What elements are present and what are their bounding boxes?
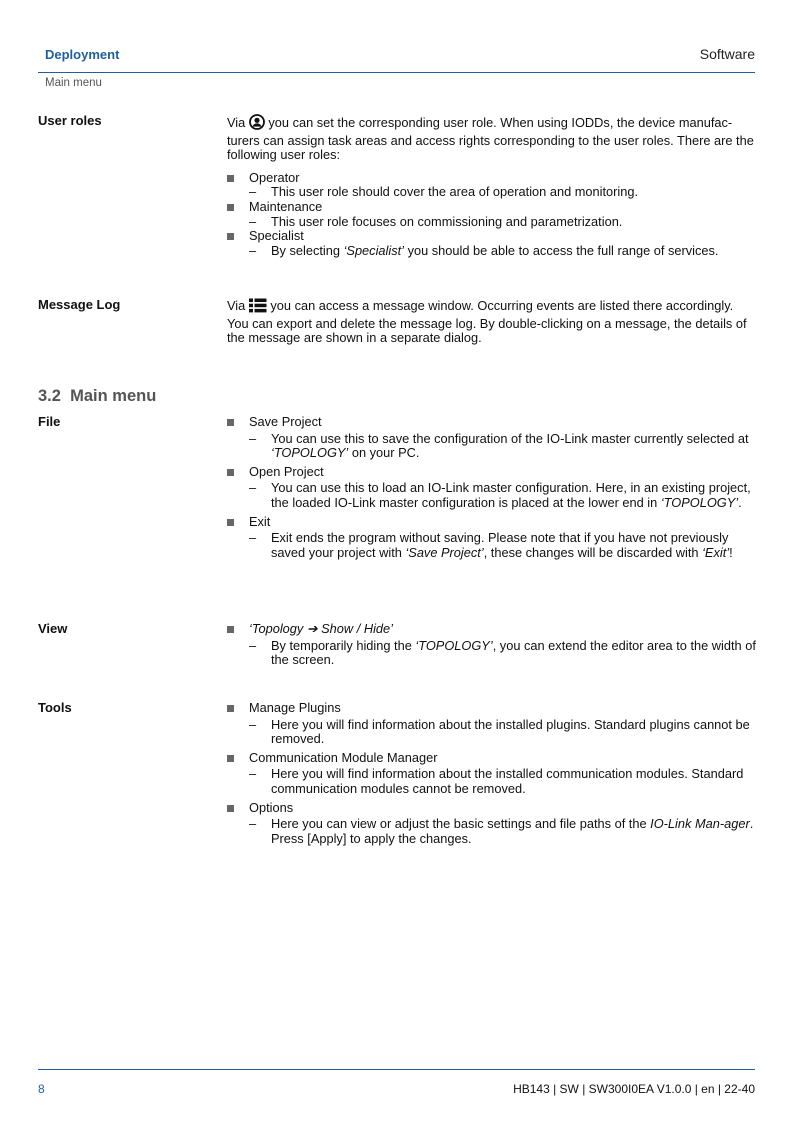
message-log-text (227, 298, 757, 346)
role-name: Specialist (249, 228, 304, 244)
menu-item-desc-post: on your PC. (351, 445, 420, 461)
list-item (227, 622, 757, 637)
menu-item-name: Exit (249, 513, 271, 529)
menu-item-desc-post: . (738, 494, 742, 510)
menu-item-desc-em: ‘TOPOLOGY’ (660, 494, 739, 510)
page-number: 8 (38, 1082, 45, 1096)
section-number: 3.2 (38, 387, 61, 405)
bullet-square (227, 233, 234, 240)
list-item (227, 751, 757, 766)
list-icon (249, 298, 267, 317)
role-desc-post: you should be able to access the full range of services. (407, 242, 719, 258)
bullet-square (227, 705, 234, 712)
tool-desc: Here you will find information about the installed plugins. Standard plugins cannot be removed. (271, 716, 750, 747)
list-subitem: – This user role should cover the area of operation and monitoring. (249, 184, 639, 200)
header-section: Deployment (45, 47, 120, 62)
tools-body (227, 701, 757, 846)
role-name: Maintenance (249, 198, 323, 214)
view-label: View (38, 621, 68, 636)
bullet-square (227, 419, 234, 426)
tools-label: Tools (38, 700, 72, 715)
list-item (227, 171, 757, 186)
menu-item-name: Save Project (249, 414, 322, 429)
footer-rule (38, 1069, 755, 1070)
message-log-via: Via (227, 298, 246, 313)
section-heading (38, 389, 156, 404)
role-desc: This user role should cover the area of operation and monitoring. (271, 184, 639, 200)
list-item (227, 200, 757, 215)
message-log-desc: you can access a message window. Occurring events are listed there accordingly. You can export and delete the message log. By double-clicking on a message, the details of the message are shown in a separate dialog. (227, 298, 747, 346)
bullet-square (227, 755, 234, 762)
header-rule (38, 72, 755, 73)
menu-item-desc-em2: ‘Exit’ (702, 544, 730, 560)
list-item (227, 801, 757, 816)
list-item (227, 465, 757, 480)
file-label: File (38, 414, 61, 429)
menu-item-name: Open Project (249, 463, 324, 479)
file-body (227, 415, 757, 560)
bullet-square (227, 626, 234, 633)
tool-desc-post: . Press [Apply] to apply the changes. (271, 816, 754, 846)
role-desc: By selecting (271, 242, 340, 258)
list-subitem: – Exit ends the program without saving. Please note that if you have not previously saved your project with ‘Save Project’, these changes will be discarded with ‘Exit’! (249, 530, 733, 560)
tool-desc-em: IO-Link Man-ager (650, 816, 750, 832)
list-subitem: – Here you can view or adjust the basic settings and file paths of the IO-Link Man-ager. Press [Apply] to apply the changes. (249, 816, 754, 846)
list-subitem: – By temporarily hiding the ‘TOPOLOGY’, you can extend the editor area to the width of the screen. (249, 637, 756, 668)
list-subitem: – Here you will find information about the installed plugins. Standard plugins cannot be removed. (249, 716, 750, 747)
tool-name: Options (249, 799, 294, 815)
document-reference: HB143 | SW | SW300I0EA V1.0.0 | en | 22-40 (513, 1082, 755, 1096)
tool-desc: Here you can view or adjust the basic settings and file paths of the (271, 816, 647, 832)
user-roles-via: Via (227, 115, 246, 130)
menu-item-desc-em: ‘Save Project’ (405, 544, 484, 560)
view-desc-post: , you can extend the editor area to the width of the screen. (271, 637, 756, 668)
view-desc-em: ‘TOPOLOGY’ (415, 637, 493, 653)
tool-desc: Here you will find information about the installed communication modules. Standard communication modules cannot be removed. (271, 766, 744, 796)
header-subsection: Main menu (45, 77, 102, 89)
view-body (227, 622, 757, 668)
list-item (227, 515, 757, 530)
section-title: Main menu (70, 387, 157, 405)
list-subitem: – By selecting ‘Specialist’ you should be able to access the full range of services. (249, 242, 719, 258)
menu-item-desc-mid: , these changes will be discarded with (483, 544, 699, 560)
list-subitem: – You can use this to load an IO-Link master configuration. Here, in an existing project, the loaded IO-Link master configuration is placed at the lower end in ‘TOPOLOGY’. (249, 480, 751, 510)
message-log-body (227, 298, 757, 346)
bullet-square (227, 175, 234, 182)
menu-item-desc: You can use this to save the configuration of the IO-Link master currently selected at (271, 430, 749, 446)
bullet-square (227, 519, 234, 526)
menu-item-desc: You can use this to load an IO-Link master configuration. Here, in an existing project, the loaded IO-Link master configuration is placed at the lower end in (271, 480, 751, 510)
bullet-square (227, 204, 234, 211)
user-roles-intro-text: you can set the corresponding user role. When using IODDs, the device manufac-turers can assign task areas and access rights corresponding to the user roles. There are the following user roles: (227, 115, 754, 163)
user-roles-label: User roles (38, 113, 102, 128)
message-log-label: Message Log (38, 297, 121, 312)
menu-item-desc: Exit ends the program without saving. Please note that if you have not previously saved your project with (271, 530, 729, 560)
tool-name: Manage Plugins (249, 700, 341, 715)
view-item-name: ‘Topology ➔ Show / Hide’ (249, 621, 393, 636)
menu-item-desc-post: ! (729, 544, 733, 560)
bullet-square (227, 805, 234, 812)
user-icon (249, 114, 265, 134)
header-chapter: Software (699, 46, 755, 62)
role-name: Operator (249, 169, 300, 185)
list-subitem: – You can use this to save the configuration of the IO-Link master currently selected at ‘TOPOLOGY’ on your PC. (249, 430, 749, 461)
menu-item-desc-em: ‘TOPOLOGY’ (271, 445, 349, 461)
role-desc: This user role focuses on commissioning and parametrization. (271, 213, 623, 229)
view-desc: By temporarily hiding the (271, 637, 412, 653)
user-roles-intro (227, 114, 757, 163)
list-subitem: – Here you will find information about the installed communication modules. Standard communication modules cannot be removed. (249, 766, 744, 796)
list-item (227, 415, 757, 430)
list-item (227, 229, 757, 244)
list-item (227, 701, 757, 716)
user-roles-body (227, 114, 757, 258)
bullet-square (227, 469, 234, 476)
tool-name: Communication Module Manager (249, 749, 438, 765)
role-desc-em: ‘Specialist’ (343, 242, 405, 258)
list-subitem: – This user role focuses on commissioning and parametrization. (249, 213, 623, 229)
